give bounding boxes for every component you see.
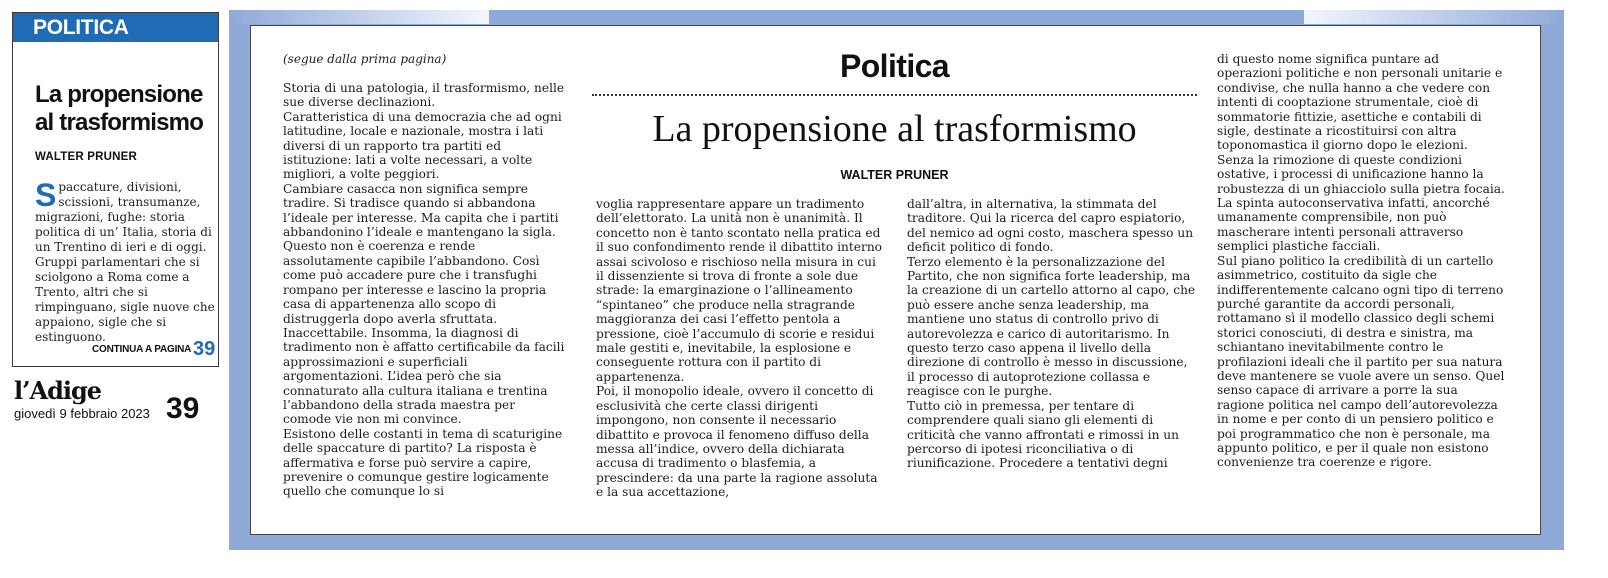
teaser-title[interactable] (35, 81, 215, 137)
paragraph: Senza la rimozione di queste condizioni ostative, i processi di unificazione hanno la robustezza di un ghiacciolo sulla pietra focaia. La spinta autoconservativa infatti, ancorché umanamente comprensibile, non può mascherare intenti personali attraverso semplici plastiche facciali. (1217, 152, 1505, 254)
teaser-summary (35, 177, 220, 345)
teaser-summary-text: paccature, divisioni, scissioni, transumanze, migrazioni, fughe: storia politica di un’ Italia, storia di un Trentino di ieri e di oggi. Gruppi parlamentari che si sciolgono a Roma come a Trento, altri che si rimpinguano, sigle nuove che appaiono, sigle che si estinguono. (35, 180, 215, 344)
paragraph: Poi, il monopolio ideale, ovvero il concetto di esclusività che certe classi dirigenti impongono, non consente il necessario dibattito e provoca il fenomeno diffuso della messa all’indice, ovvero della dichiarata accusa di tradimento o blasfemia, a prescindere: da una parte la ragione assoluta e la sua accettazione, (596, 384, 878, 500)
paragraph: voglia rappresentare appare un tradimento dell’elettorato. La unità non è unanimità. Il concetto non è tanto scontato nella pratica ed il suo confondimento rende il dibattito interno assai scivoloso e rischioso nella misura in cui il dissenziente si trova di fronte a sole due strade: la emarginazione o l’allineamento “spintaneo” che produce nella stragrande maggioranza dei casi l’effetto pentola a pressione, cioè l’accumulo di scorie e residui male gestiti e, inevitabile, la esplosione e conseguente rottura con il partito di appartenenza. (596, 197, 883, 384)
newspaper-logo: l’Adige (14, 376, 102, 405)
article-column-2 (596, 197, 886, 500)
article-byline: WALTER PRUNER (840, 168, 949, 182)
article-column-3 (907, 197, 1199, 471)
article-column-4 (1217, 52, 1507, 470)
paragraph: Esistono delle costanti in tema di scaturigine delle spaccature di partito? La risposta è affermativa e forse può servire a capire, prevenire o comunque gestire logicamente quello che comunque lo si (283, 426, 563, 499)
article-headline: La propensione al trasformismo (652, 108, 1137, 150)
section-label: POLITICA (13, 13, 218, 42)
front-page-teaser[interactable] (12, 12, 219, 367)
paragraph: Caratteristica di una democrazia che ad ogni latitudine, locale e nazionale, mostra i lati diversi di un rapporto tra partiti ed istituzione: lati a volte necessari, a volte migliori, a volte peggiori. (283, 109, 562, 182)
section-rubric: Politica (839, 48, 949, 84)
continue-label[interactable]: CONTINUA A PAGINA (92, 344, 192, 355)
frame-fade (1304, 10, 1564, 24)
paragraph: di questo nome significa puntare ad operazioni politiche e non personali unitarie e condivise, che nulla hanno a che vedere con intenti di cooptazione strumentale, cioè di sommatorie fittizie, asettiche e contabili di sigle, destinate a ricostituirsi con altra toponomastica il giorno dopo le elezioni. (1217, 52, 1503, 153)
continued-note: (segue dalla prima pagina) (283, 52, 447, 66)
teaser-title-line: La propensione (35, 81, 203, 108)
drop-cap: S (35, 177, 57, 213)
dotted-divider (592, 94, 1197, 96)
paragraph: Cambiare casacca non significa sempre tradire. Si tradisce quando si abbandona l’ideale per interesse. Ma capita che i partiti abbandonino l’ideale e mantengano la sigla. Questo non è coerenza e rende assolutamente capibile l’abbandono. Così come può accadere pure che i transfughi rompano per interesse e lascino la propria casa di appartenenza allo scopo di distruggerla dopo averla sfruttata. Inaccettabile. Insomma, la diagnosi di tradimento non è affatto certificabile da facili approssimazioni e superficiali argomentazioni. L’idea però che sia connaturato alla cultura italiana e trentina l’abbandono della strada maestra per comode vie non mi convince. (283, 181, 565, 427)
continue-page-link[interactable]: 39 (193, 338, 216, 360)
paragraph: Tutto ciò in premessa, per tentare di comprendere quali siano gli elementi di criticità che vanno affrontati e rimossi in un percorso di ipotesi riconciliativa o di riunificazione. Procedere a tentativi degni (907, 398, 1180, 471)
paragraph: Terzo elemento è la personalizzazione del Partito, che non significa forte leadership, ma la creazione di un cartello attorno al capo, che può essere anche senza leadership, ma mantiene uno status di controllo privo di autorevolezza e carico di autoritarismo. In questo terzo caso appena il livello della direzione di controllo è messo in discussione, il processo di autoprotezione collassa e reagisce con le purghe. (907, 254, 1196, 399)
teaser-author: WALTER PRUNER (35, 151, 138, 163)
paragraph: dall’altra, in alternativa, la stimmata del traditore. Qui la ricerca del capro espiatorio, del nemico ad ogni costo, maschera spesso un deficit politico di fondo. (907, 197, 1194, 255)
article-column-1 (283, 81, 565, 499)
paragraph: Storia di una patologia, il trasformismo, nelle sue diverse declinazioni. (283, 81, 565, 110)
page-number: 39 (166, 392, 200, 425)
frame-fade (229, 10, 489, 24)
teaser-title-line: al trasformismo (35, 109, 204, 136)
paragraph: Sul piano politico la credibilità di un cartello asimmetrico, costituito da sigle che indifferentemente calcano ogni tipo di terreno purché garantite da accordi personali, rottamano sì il modello classico degli schemi storici conosciuti, di destra e sinistra, ma schiantano inevitabilmente contro le profilazioni ideali che il partito per sua natura deve mantenere se vuole avere un senso. Quel senso capace di arrivare a porre la sua ragione politica nel campo dell’autorevolezza in nome e per conto di un pensiero politico e poi programmatico che non è personale, ma appunto politico, e per il quale non esistono convenienze tra coerenze e rigore. (1217, 253, 1505, 470)
publication-date: giovedì 9 febbraio 2023 (14, 406, 150, 421)
